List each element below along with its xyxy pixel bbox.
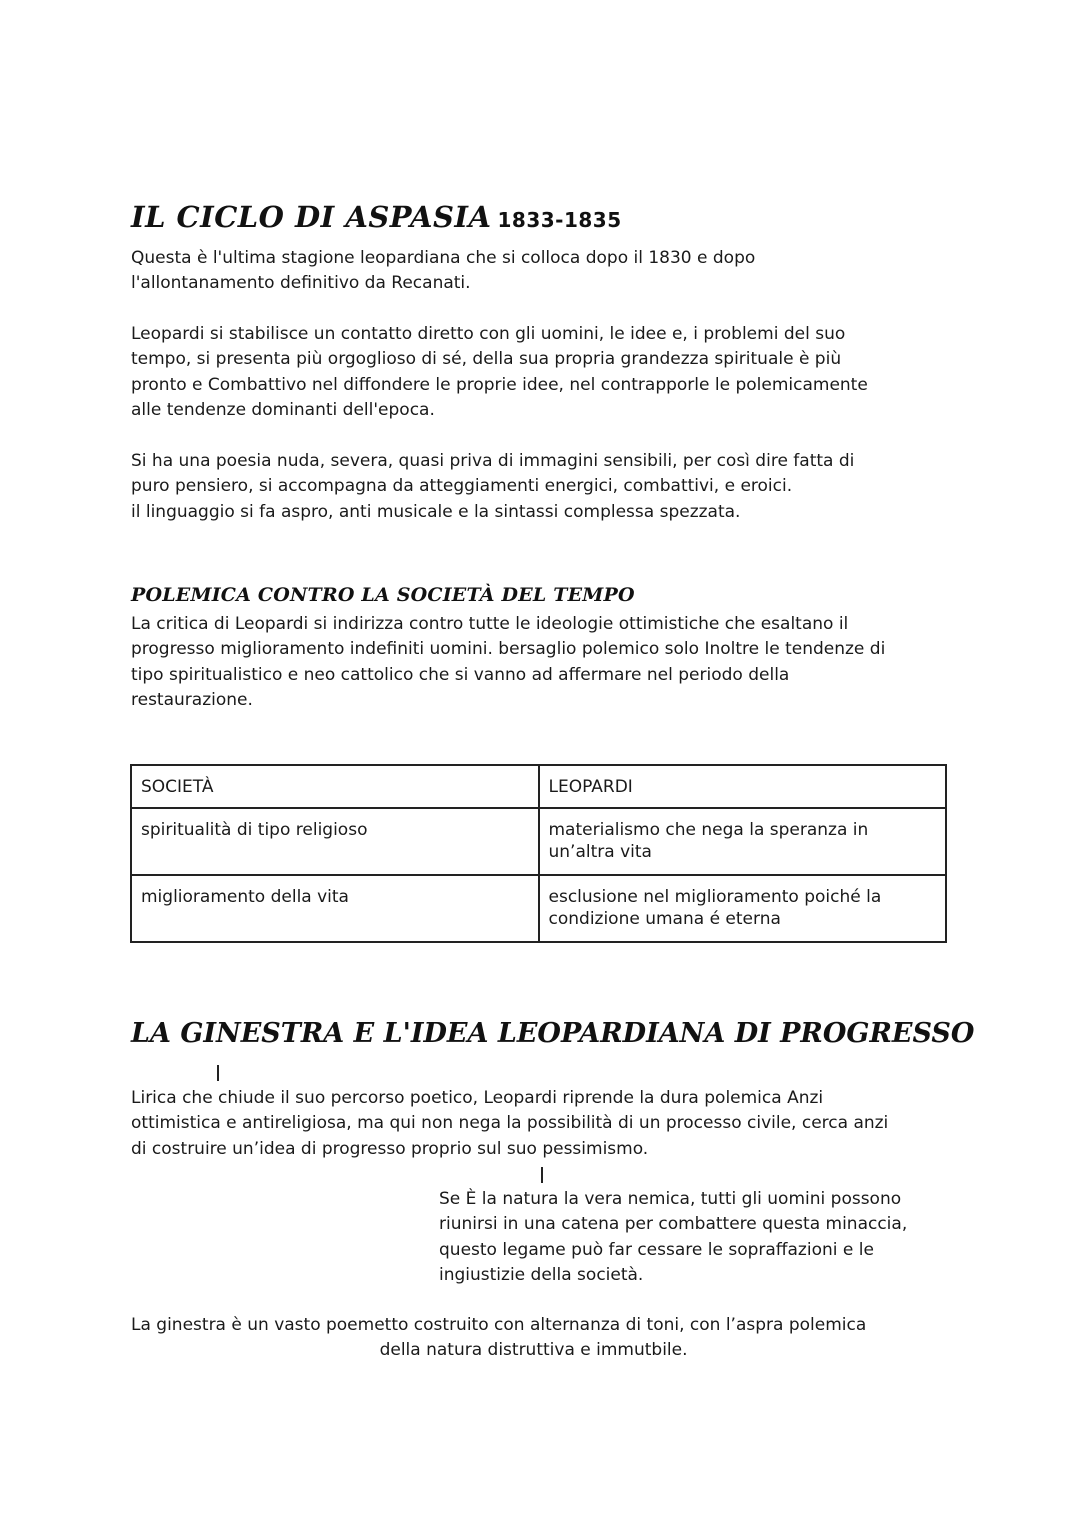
comparison-table (130, 764, 947, 943)
connector-line (217, 1065, 219, 1081)
paragraph: Se È la natura la vera nemica, tutti gli uomini possono riunirsi in una catena per combattere questa minaccia, questo legame può far cessare le sopraffazioni e le ingiustizie della società. (439, 1189, 908, 1286)
connector-line (541, 1167, 543, 1183)
table-cell: materialismo che nega la speranza in un’altra vita (539, 808, 947, 875)
paragraph: La critica di Leopardi si indirizza contro tutte le ideologie ottimistiche che esaltano il progresso miglioramento indefiniti uomini. bersaglio polemico solo Inoltre le tendenze di tipo spiritualistico e neo cattolico che si vanno ad affermare nel periodo della restaurazione. (131, 614, 886, 711)
section-title-la-ginestra: LA GINESTRA E L'IDEA LEOPARDIANA DI PROGRESSO (131, 1018, 975, 1049)
section-title-ciclo-di-aspasia (131, 200, 622, 234)
paragraph: Lirica che chiude il suo percorso poetico, Leopardi riprende la dura polemica Anzi ottimistica e antireligiosa, ma qui non nega la possibilità di un processo civile, cerca anzi di costruire un’idea di progresso proprio sul suo pessimismo. (131, 1088, 889, 1159)
table-cell: miglioramento della vita (131, 875, 539, 942)
table-cell: spiritualità di tipo religioso (131, 808, 539, 875)
table-header-cell: SOCIETÀ (131, 765, 539, 808)
paragraph: La ginestra è un vasto poemetto costruito con alternanza di toni, con l’aspra polemica della natura distruttiva e immutbile. (131, 1315, 867, 1361)
table-header-row (131, 765, 946, 808)
section-title-polemica: POLEMICA CONTRO LA SOCIETÀ DEL TEMPO (131, 584, 635, 606)
table-row (131, 875, 946, 942)
paragraph: Si ha una poesia nuda, severa, quasi priva di immagini sensibili, per così dire fatta di puro pensiero, si accompagna da atteggiamenti energici, combattivi, e eroici. il linguaggio si fa aspro, anti musicale e la sintassi complessa spezzata. (131, 451, 855, 522)
title-text: IL CICLO DI ASPASIA (131, 200, 492, 234)
paragraph: Leopardi si stabilisce un contatto diretto con gli uomini, le idee e, i problemi del suo tempo, si presenta più orgoglioso di sé, della sua propria grandezza spirituale è più pronto e Combattivo nel diffondere le proprie idee, nel contrapporle le polemicamente alle tendenze dominanti dell'epoca. (131, 324, 868, 421)
table-header-cell: LEOPARDI (539, 765, 947, 808)
paragraph: Questa è l'ultima stagione leopardiana che si colloca dopo il 1830 e dopo l'allontanamento definitivo da Recanati. (131, 248, 756, 294)
table-row (131, 808, 946, 875)
table-cell: esclusione nel miglioramento poiché la condizione umana é eterna (539, 875, 947, 942)
title-years: 1833-1835 (497, 208, 622, 232)
